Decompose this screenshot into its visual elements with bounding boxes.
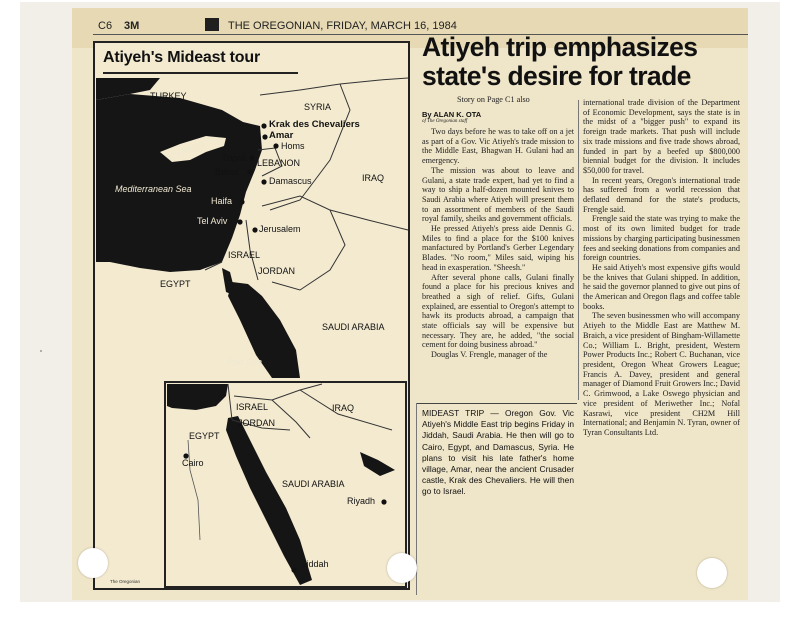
- label-jordan: JORDAN: [258, 266, 296, 276]
- label-haifa: Haifa: [211, 196, 233, 206]
- label-damascus: Damascus: [269, 176, 312, 186]
- inset-label-saudi: SAUDI ARABIA: [282, 479, 345, 489]
- label-mediterranean: Mediterranean Sea: [115, 184, 192, 194]
- col1-paragraph: Two days before he was to take off on a jet as part of a Gov. Vic Atiyeh's trade mission to the Middle East, Bhagwan H. Gulani had an emergency.: [422, 127, 574, 166]
- inset-label-israel: ISRAEL: [236, 402, 269, 412]
- inset-label-iraq: IRAQ: [332, 403, 355, 413]
- article-column-2: [583, 98, 740, 438]
- punch-hole: [387, 553, 417, 583]
- col1-paragraph: The mission was about to leave and Gulani, a state trade expert, had yet to find a way to ship a half-dozen mounted knives to Saudi Arabia where Atiyeh will present them to an assortment of members of the Saudi royal family, sheiks and government officials.: [422, 165, 574, 224]
- map-credit: The Oregonian: [110, 579, 141, 584]
- masthead-line: THE OREGONIAN, FRIDAY, MARCH 16, 1984: [228, 20, 457, 32]
- col2-paragraph: Frengle said the state was trying to make the most of its own limited budget for trade missions by charging participating businessmen fees and seeking donations from companies and foreign countries.: [583, 214, 740, 263]
- tripoli-dot: [249, 155, 254, 160]
- label-jerusalem: Jerusalem: [259, 224, 301, 234]
- label-red-sea: Red Sea: [227, 357, 263, 367]
- label-saudi: SAUDI ARABIA: [322, 322, 385, 332]
- label-cyprus: CYPRUS: [167, 139, 207, 163]
- byline: By ALAN K. OTA: [422, 110, 482, 119]
- story-reference: Story on Page C1 also: [457, 95, 530, 104]
- jiddah-dot: [291, 567, 296, 572]
- jerusalem-dot: [252, 227, 257, 232]
- label-israel: ISRAEL: [228, 250, 261, 260]
- label-iraq: IRAQ: [362, 173, 385, 183]
- inset-label-cairo: Cairo: [182, 458, 204, 468]
- col1-paragraph: After several phone calls, Gulani finally found a place for his precious knives and breathed a sigh of relief. Gifts, Gulani explained, are essential to Oregon's attempt to hawk its products abroad, a campaign that state officials say will be expensive but necessary. They are, he added, "the social cement for doing business abroad.": [422, 272, 574, 350]
- col2-paragraph: He said Atiyeh's most expensive gifts would be the knives that Gulani shipped. In addition, he said the governor planned to give out pins of the American and Oregon flags and coffee table books.: [583, 262, 740, 311]
- inset-label-jiddah: Jiddah: [302, 559, 329, 569]
- punch-hole: [78, 548, 108, 578]
- riyadh-dot: [381, 499, 386, 504]
- photo-cutline: MIDEAST TRIP — Oregon Gov. Vic Atiyeh's Middle East trip begins Friday in Jiddah, Saudi Arabia. He then will go to Cairo, Egypt, and Damascus, Syria. He plans to visit his late father's home village, Amar, near the ancient Crusader castle, Krak des Chevaliers. He will then go to Israel.: [422, 408, 574, 497]
- inset-label-jordan: JORDAN: [238, 418, 276, 428]
- damascus-dot: [261, 179, 266, 184]
- homs-dot: [273, 143, 278, 148]
- col1-paragraph: He pressed Atiyeh's press aide Dennis G. Miles to find a place for the $100 knives manfactured by Portland's Gerber Legendary Blades. "No room," Miles said, wiping his head in exasperation. "Sheesh.": [422, 224, 574, 272]
- krak-dot: [261, 123, 266, 128]
- punch-hole: [697, 558, 727, 588]
- label-egypt: EGYPT: [160, 279, 191, 289]
- telaviv-dot: [237, 219, 242, 224]
- column-divider: [578, 100, 579, 400]
- label-syria: SYRIA: [304, 102, 332, 112]
- inset-label-riyadh: Riyadh: [347, 496, 376, 506]
- label-lebanon: LEBANON: [257, 158, 301, 168]
- col1-paragraph: Douglas V. Frengle, manager of the: [431, 350, 548, 360]
- label-tripoli: Tripoli: [222, 153, 247, 163]
- section-code: 3M: [124, 20, 140, 32]
- label-homs: Homs: [281, 141, 305, 151]
- col2-paragraph: international trade division of the Department of Economic Development, says the state is in the midst of a "bigger push" to expand its foreign trade markets. That push will include six trade missions and five trade shows abroad, funded in part by a beefed up $800,000 biennial budget for the division. It includes $50,000 for travel.: [583, 98, 740, 175]
- cutline-top-rule: [417, 403, 577, 404]
- label-amar: Amar: [269, 130, 294, 141]
- label-krak: Krak des Chevaliers: [269, 119, 360, 130]
- headline: Atiyeh trip emphasizes state's desire for trade: [422, 32, 698, 91]
- beirut-dot: [247, 169, 252, 174]
- label-telaviv: Tel Aviv: [197, 216, 228, 226]
- amar-dot: [262, 134, 267, 139]
- page-number: C6: [98, 20, 113, 32]
- article-column-1: [422, 127, 574, 360]
- col2-paragraph: The seven businessmen who will accompany Atiyeh to the Middle East are Matthew M. Braich, a vice president of Bingham-Willamette Co.; William L. Bright, president, Western Power Products Inc.; Robert C. Buchanan, vice president, Oregon Wheat Growers League; Francis A. Davey, president and general manager of Diamond Fruit Growers Inc.; David C. Grimwood, a Lake Oswego physician and vice president of Meriwether Inc.; Nofal Kasrawi, vice president CH2M Hill International; and Benjamin N. Tyran, owner of Tyran Consultants Ltd.: [583, 311, 740, 437]
- label-turkey: TURKEY: [150, 91, 187, 101]
- haifa-dot: [239, 199, 244, 204]
- col2-paragraph: In recent years, Oregon's international trade has suffered from a world recession that deflated demand for the state's products, Frengle said.: [583, 175, 740, 214]
- inset-label-egypt: EGYPT: [189, 431, 220, 441]
- byline-staff: of The Oregonian staff: [422, 119, 468, 124]
- label-beirut: Beirut: [215, 167, 239, 177]
- map-title: Atiyeh's Mideast tour: [103, 49, 260, 66]
